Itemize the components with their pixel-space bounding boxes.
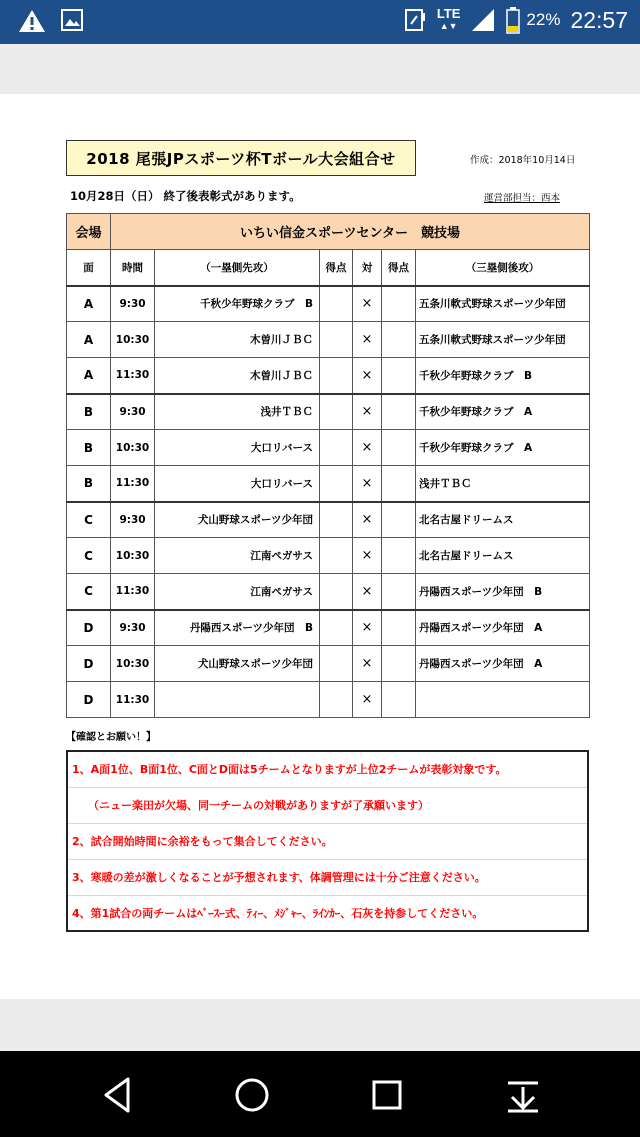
score-away-cell [382,358,416,394]
status-bar [0,0,640,44]
score-home-cell [320,502,353,538]
table-row [67,322,590,358]
created-date: 作成：2018年10月14日 [470,155,576,166]
away-team-cell: 丹陽西スポーツ少年団 A [416,610,590,646]
score-home-cell [320,574,353,610]
court-cell: B [67,430,111,466]
manager-label: 運営部担当： [484,193,542,204]
away-team-cell: 北名古屋ドリームス [416,502,590,538]
signal-icon [470,7,496,33]
away-team-cell: 五条川軟式野球スポーツ少年団 [416,286,590,322]
time-cell: 10:30 [111,538,155,574]
table-row [67,430,590,466]
home-team-cell: 江南ペガサス [155,574,320,610]
schedule-table [66,213,590,718]
menu-button[interactable] [503,1075,543,1115]
table-row [67,574,590,610]
court-cell: C [67,574,111,610]
note-line: 4、第1試合の両チームはﾍﾞｰｽｰ式、ﾃｨｰ、ﾒｼﾞｬｰ、ﾗｲﾝｶｰ、石灰を持参してください。 [72,907,484,920]
battery-percent: 22% [526,10,561,29]
score-home-cell [320,646,353,682]
table-row [67,286,590,322]
time-cell: 9:30 [111,610,155,646]
score-away-cell [382,466,416,502]
recents-button[interactable] [367,1075,407,1115]
viewer-bottom-margin [0,999,640,1051]
away-team-cell: 浅井ＴＢＣ [416,466,590,502]
back-button[interactable] [98,1075,138,1115]
court-cell: D [67,610,111,646]
court-cell: D [67,646,111,682]
score-away-cell [382,394,416,430]
header-away: （三塁側後攻） [416,250,590,286]
court-cell: A [67,286,111,322]
header-score-home: 得点 [320,250,353,286]
schedule-document [0,94,640,999]
viewer-top-margin [0,44,640,94]
score-away-cell [382,322,416,358]
document-title: 2018 尾張JPスポーツ杯Tボール大会組合せ [66,140,416,176]
home-team-cell: 大口リバース [155,430,320,466]
time-cell: 10:30 [111,430,155,466]
vs-cell: × [353,538,382,574]
time-cell: 10:30 [111,646,155,682]
court-cell: C [67,538,111,574]
home-team-cell: 木曽川ＪＢＣ [155,322,320,358]
home-team-cell: 浅井ＴＢＣ [155,394,320,430]
time-cell: 11:30 [111,682,155,718]
table-row [67,682,590,718]
time-cell: 9:30 [111,394,155,430]
warning-icon [18,8,46,34]
home-team-cell: 大口リバース [155,466,320,502]
vs-cell: × [353,466,382,502]
nfc-icon [403,7,427,33]
document-page[interactable] [0,94,640,999]
vs-cell: × [353,682,382,718]
vs-cell: × [353,502,382,538]
score-away-cell [382,538,416,574]
away-team-cell: 五条川軟式野球スポーツ少年団 [416,322,590,358]
vs-cell: × [353,322,382,358]
home-team-cell: 千秋少年野球クラブ B [155,286,320,322]
score-home-cell [320,322,353,358]
court-cell: B [67,466,111,502]
home-button[interactable] [232,1075,272,1115]
court-cell: D [67,682,111,718]
vs-cell: × [353,574,382,610]
notes-box [66,750,589,932]
court-cell: C [67,502,111,538]
score-away-cell [382,502,416,538]
header-court: 面 [67,250,111,286]
time-cell: 11:30 [111,466,155,502]
home-team-cell: 犬山野球スポーツ少年団 [155,646,320,682]
header-time: 時間 [111,250,155,286]
battery-icon [506,6,520,34]
score-home-cell [320,610,353,646]
navigation-bar [0,1051,640,1137]
score-away-cell [382,286,416,322]
away-team-cell: 千秋少年野球クラブ A [416,430,590,466]
time-cell: 9:30 [111,286,155,322]
event-date-note: 10月28日（日） 終了後表彰式があります。 [70,189,301,203]
table-header-row [67,250,590,286]
table-row [67,610,590,646]
home-team-cell: 木曽川ＪＢＣ [155,358,320,394]
score-home-cell [320,682,353,718]
time-cell: 10:30 [111,322,155,358]
vs-cell: × [353,286,382,322]
home-team-cell [155,682,320,718]
venue-row [67,214,590,250]
notes-title: 【確認とお願い！】 [66,732,156,743]
away-team-cell [416,682,590,718]
table-row [67,358,590,394]
home-team-cell: 犬山野球スポーツ少年団 [155,502,320,538]
table-row [67,466,590,502]
table-row [67,502,590,538]
time-cell: 11:30 [111,358,155,394]
note-line: 2、試合開始時間に余裕をもって集合してください。 [68,824,587,860]
vs-cell: × [353,646,382,682]
table-row [67,394,590,430]
court-cell: B [67,394,111,430]
away-team-cell: 丹陽西スポーツ少年団 A [416,646,590,682]
home-team-cell: 江南ペガサス [155,538,320,574]
score-away-cell [382,610,416,646]
venue-label: 会場 [67,214,111,250]
home-team-cell: 丹陽西スポーツ少年団 B [155,610,320,646]
away-team-cell: 丹陽西スポーツ少年団 B [416,574,590,610]
score-home-cell [320,394,353,430]
score-home-cell [320,466,353,502]
venue-name: いちい信金スポーツセンター 競技場 [111,214,590,250]
vs-cell: × [353,358,382,394]
note-line: 1、A面1位、B面1位、C面とD面は5チームとなりますが上位2チームが表彰対象です。 [68,752,587,788]
time-cell: 11:30 [111,574,155,610]
header-vs: 対 [353,250,382,286]
away-team-cell: 千秋少年野球クラブ A [416,394,590,430]
vs-cell: × [353,430,382,466]
manager-name: 西本 [541,193,561,204]
vs-cell: × [353,394,382,430]
header-home: （一塁側先攻） [155,250,320,286]
header-score-away: 得点 [382,250,416,286]
image-icon [60,8,84,32]
score-away-cell [382,430,416,466]
network-type: LTE ▲▼ [436,6,461,31]
score-away-cell [382,574,416,610]
away-team-cell: 千秋少年野球クラブ B [416,358,590,394]
court-cell: A [67,322,111,358]
away-team-cell: 北名古屋ドリームス [416,538,590,574]
time-cell: 9:30 [111,502,155,538]
note-line: （ニュー楽田が欠場、同一チームの対戦がありますが了承願います） [68,788,587,824]
manager-info [484,190,560,204]
score-home-cell [320,358,353,394]
note-line: 3、寒暖の差が激しくなることが予想されます、体調管理には十分ご注意ください。 [68,860,587,896]
score-home-cell [320,286,353,322]
score-home-cell [320,430,353,466]
clock: 22:57 [570,6,628,33]
score-away-cell [382,646,416,682]
schedule-body [67,286,590,718]
table-row [67,538,590,574]
table-row [67,646,590,682]
score-away-cell [382,682,416,718]
vs-cell: × [353,610,382,646]
court-cell: A [67,358,111,394]
score-home-cell [320,538,353,574]
